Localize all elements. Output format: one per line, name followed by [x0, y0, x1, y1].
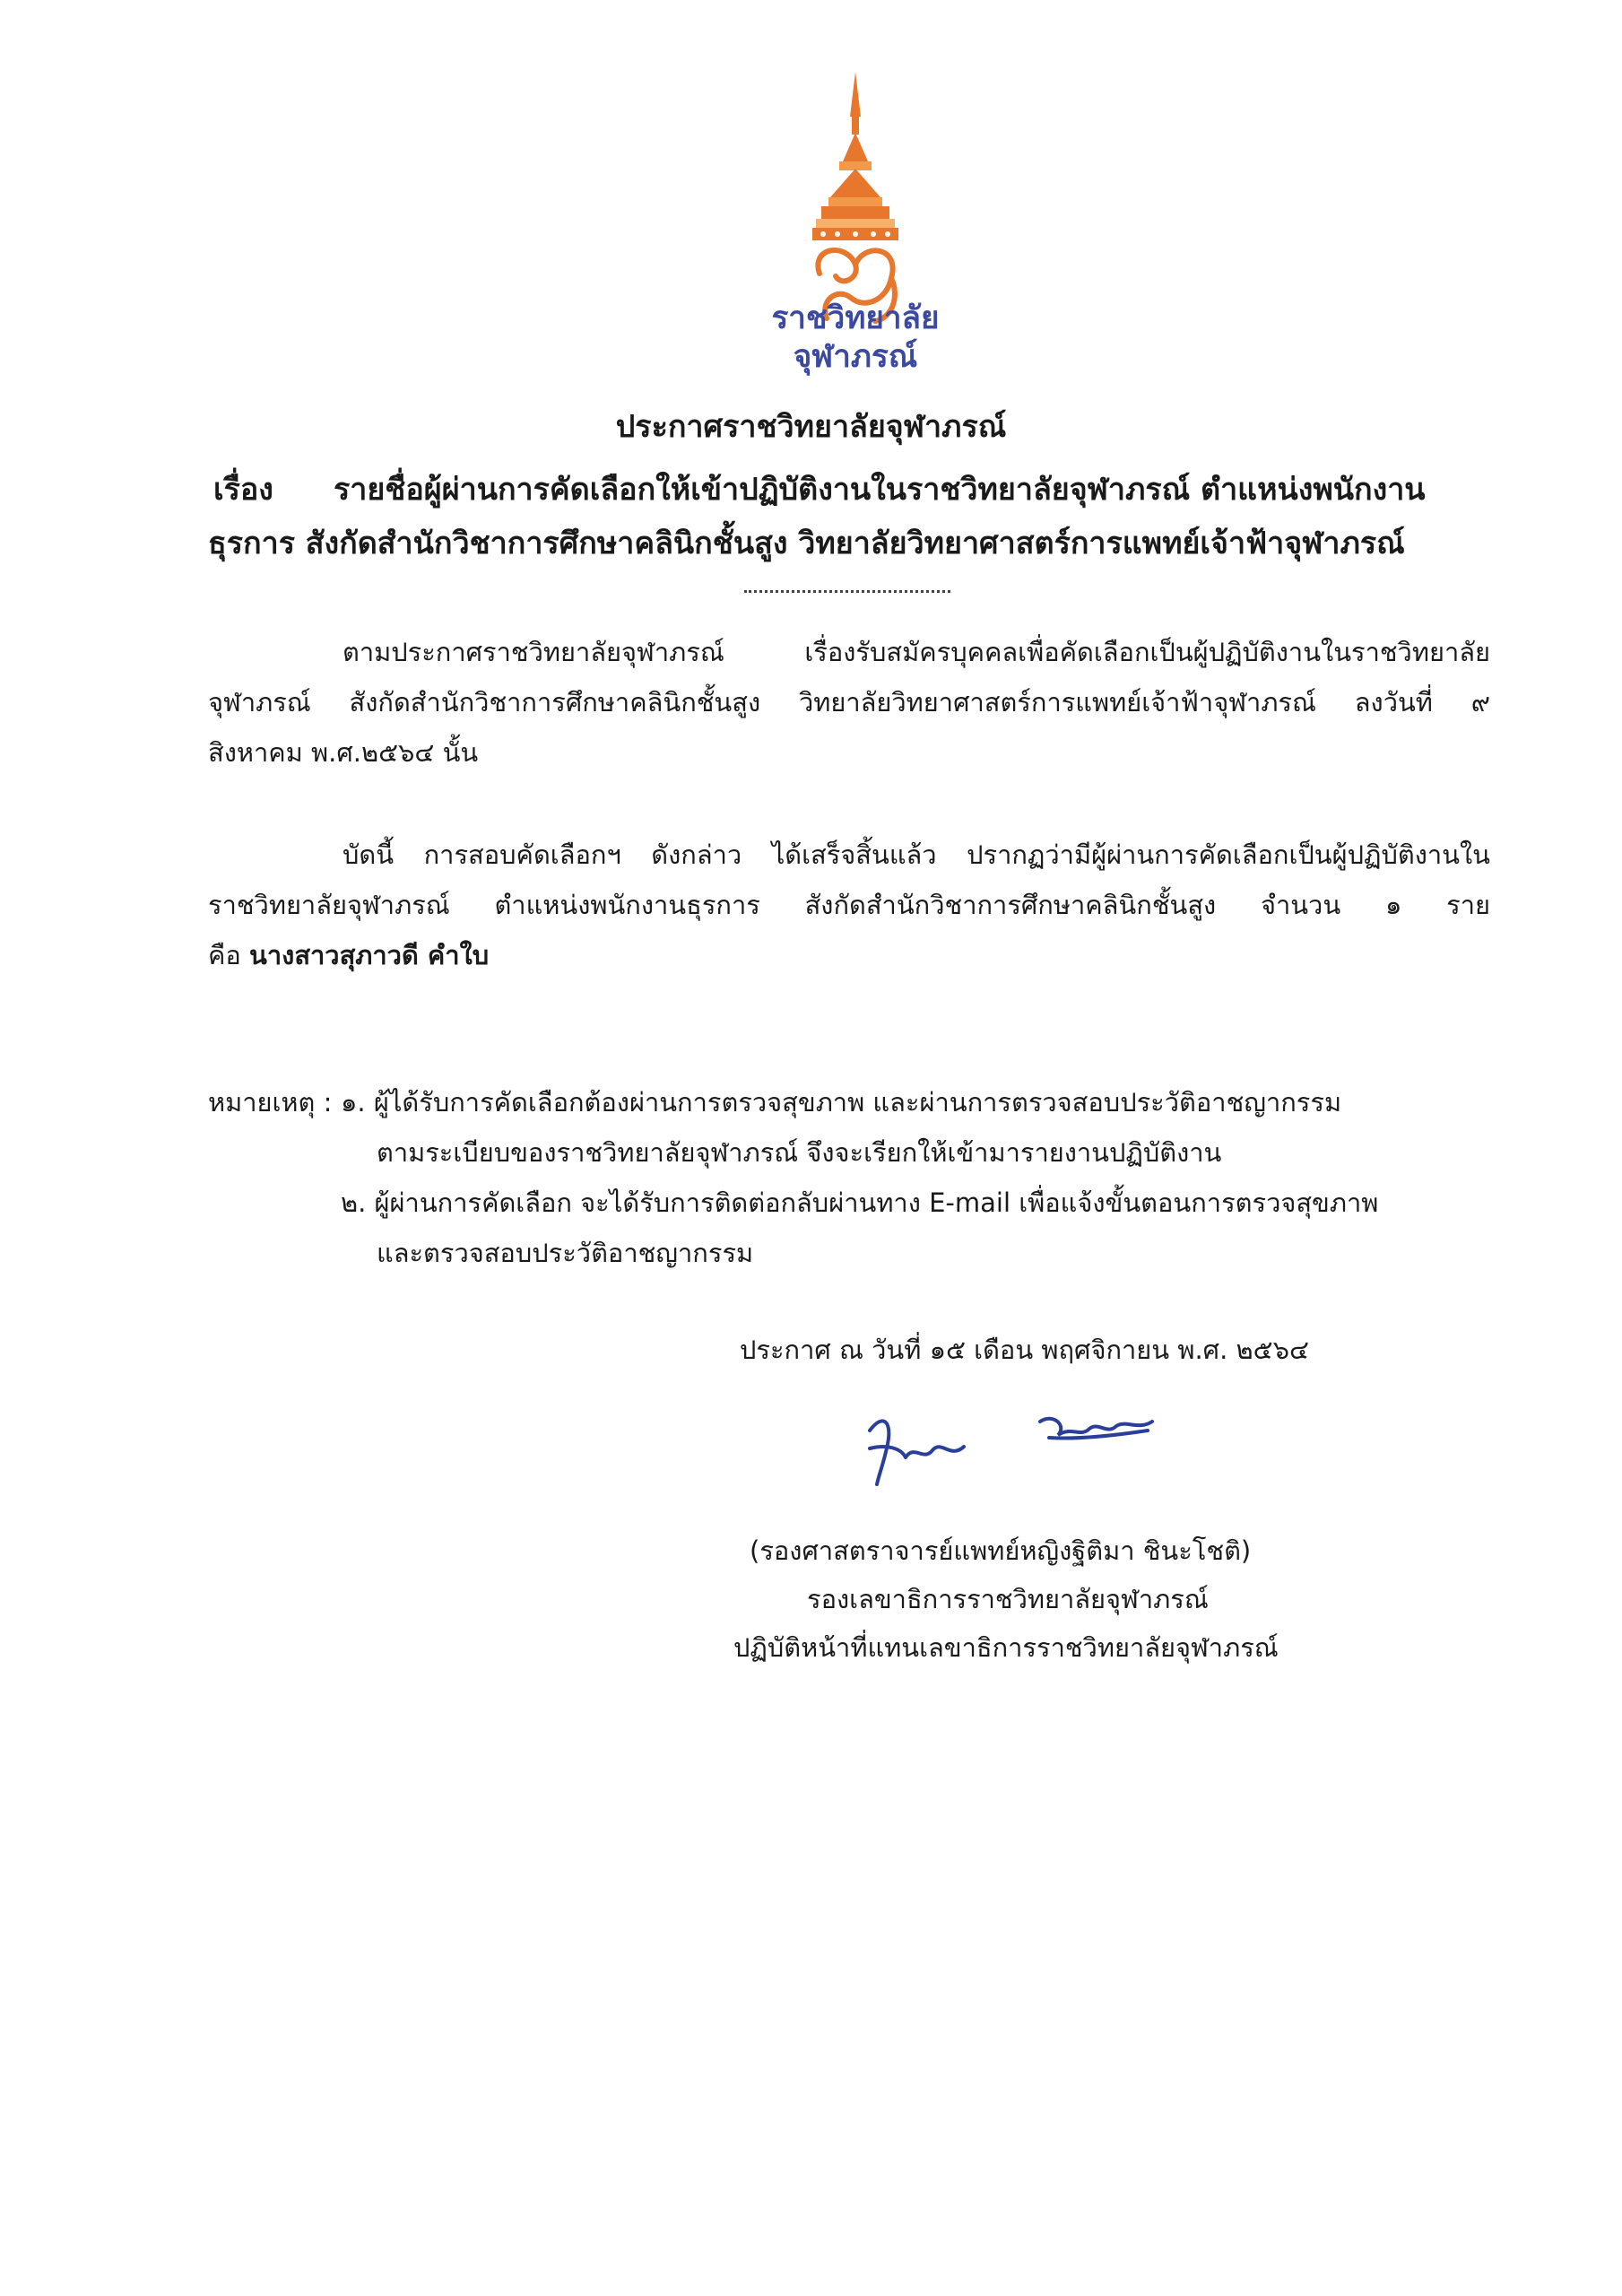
- paragraph2-line2: ราชวิทยาลัยจุฬาภรณ์ ตำแหน่งพนักงานธุรการ สังกัดสำนักวิชาการศึกษาคลินิกชั้นสูง จำนวน ๑ ราย: [208, 890, 1490, 920]
- subject-line-1: รายชื่อผู้ผ่านการคัดเลือกให้เข้าปฏิบัติงานในราชวิทยาลัยจุฬาภรณ์ ตำแหน่งพนักงาน: [334, 472, 1426, 508]
- remarks-label: หมายเหตุ :: [208, 1087, 333, 1118]
- paragraph1-line1: ตามประกาศราชวิทยาลัยจุฬาภรณ์ เรื่องรับสมัครบุคคลเพื่อคัดเลือกเป็นผู้ปฏิบัติงานในราชวิทยาลัย: [343, 637, 1490, 667]
- paragraph2-line1: บัดนี้ การสอบคัดเลือกฯ ดังกล่าว ได้เสร็จสิ้นแล้ว ปรากฏว่ามีผู้ผ่านการคัดเลือกเป็นผู้ปฏิบัติงานใน: [343, 839, 1490, 870]
- announcement-title: ประกาศราชวิทยาลัยจุฬาภรณ์: [615, 409, 1007, 445]
- paragraph1-line3: สิงหาคม พ.ศ.๒๕๖๔ นั้น: [208, 737, 479, 768]
- signatory-position-2: ปฏิบัติหน้าที่แทนเลขาธิการราชวิทยาลัยจุฬาภรณ์: [733, 1632, 1279, 1663]
- announcement-date: ประกาศ ณ วันที่ ๑๕ เดือน พฤศจิกายน พ.ศ. ๒๕๖๔: [740, 1335, 1309, 1365]
- logo-text-line2: จุฬาภรณ์: [793, 339, 918, 375]
- selected-candidate-name: นางสาวสุภาวดี คำใบ: [249, 940, 490, 970]
- institution-logo: [757, 63, 954, 386]
- paragraph2-line3: [208, 935, 489, 976]
- remark-2-line2: และตรวจสอบประวัติอาชญากรรม: [377, 1238, 754, 1268]
- remark-2-line1: ๒. ผู้ผ่านการคัดเลือก จะได้รับการติดต่อกลับผ่านทาง E-mail เพื่อแจ้งขั้นตอนการตรวจสุขภาพ: [341, 1187, 1379, 1218]
- signatory-position-1: รองเลขาธิการราชวิทยาลัยจุฬาภรณ์: [807, 1584, 1209, 1614]
- paragraph1-line2: จุฬาภรณ์ สังกัดสำนักวิชาการศึกษาคลินิกชั้นสูง วิทยาลัยวิทยาศาสตร์การแพทย์เจ้าฟ้าจุฬาภรณ์ ลงวันที่ ๙: [208, 687, 1490, 718]
- logo-text-line1: ราชวิทยาลัย: [771, 300, 940, 336]
- subject-line-2: ธุรการ สังกัดสำนักวิชาการศึกษาคลินิกชั้นสูง วิทยาลัยวิทยาศาสตร์การแพทย์เจ้าฟ้าจุฬาภรณ์: [208, 526, 1405, 561]
- subject-label: เรื่อง: [213, 472, 273, 508]
- divider-dots: [744, 583, 950, 593]
- selected-prefix: คือ: [208, 940, 241, 970]
- remark-1-line2: ตามระเบียบของราชวิทยาลัยจุฬาภรณ์ จึงจะเรียกให้เข้ามารายงานปฏิบัติงาน: [377, 1137, 1222, 1168]
- signatory-name: (รองศาสตราจารย์แพทย์หญิงฐิติมา ชินะโชติ): [750, 1535, 1252, 1566]
- signature-image: [852, 1395, 1175, 1493]
- crown-emblem-icon: [757, 63, 954, 332]
- remark-1-line1: ๑. ผู้ได้รับการคัดเลือกต้องผ่านการตรวจสุขภาพ และผ่านการตรวจสอบประวัติอาชญากรรม: [341, 1087, 1342, 1118]
